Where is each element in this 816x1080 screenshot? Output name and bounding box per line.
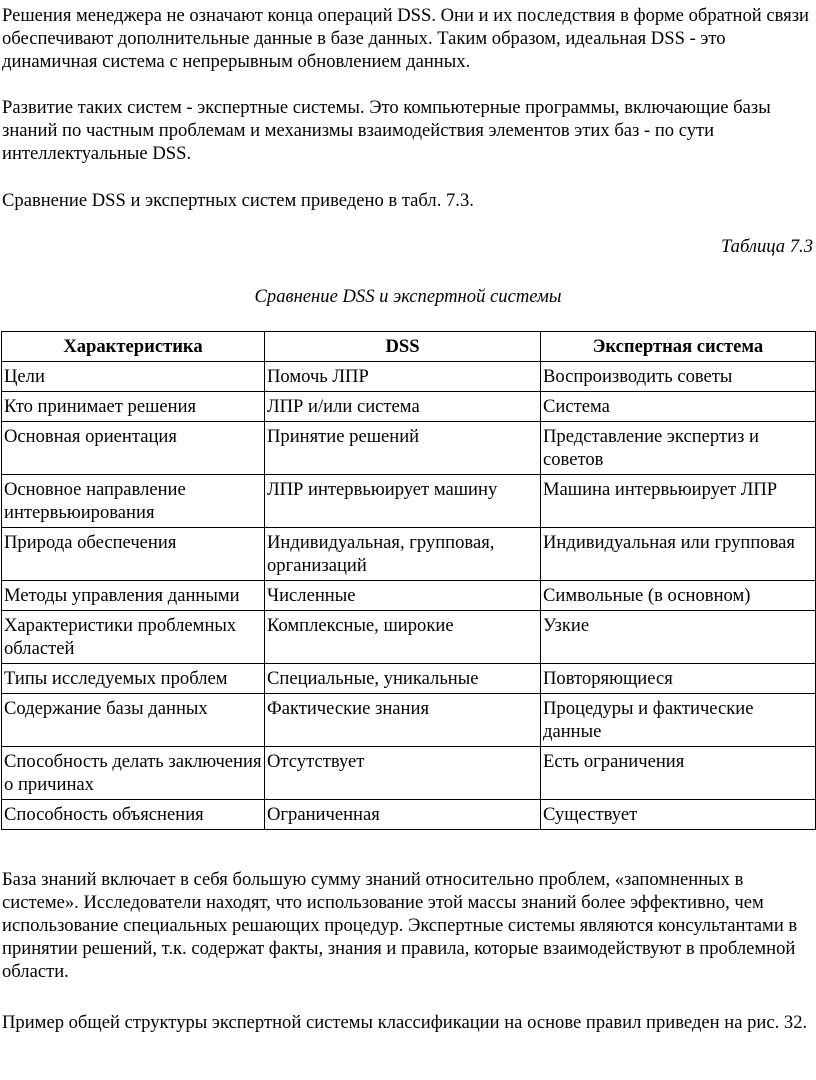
table-row: [2, 392, 816, 422]
table-row: [2, 422, 816, 475]
cell-characteristic: Типы исследуемых проблем: [2, 664, 265, 694]
cell-characteristic: Кто принимает решения: [2, 392, 265, 422]
cell-dss: ЛПР и/или система: [265, 392, 541, 422]
cell-characteristic: Содержание базы данных: [2, 694, 265, 747]
cell-characteristic: Цели: [2, 362, 265, 392]
cell-dss: ЛПР интервьюирует машину: [265, 475, 541, 528]
cell-expert-system: Представление экспертиз и советов: [541, 422, 816, 475]
table-row: [2, 581, 816, 611]
table-row: [2, 362, 816, 392]
cell-dss: Ограниченная: [265, 800, 541, 830]
cell-expert-system: Узкие: [541, 611, 816, 664]
cell-dss: Индивидуальная, групповая, организаций: [265, 528, 541, 581]
cell-dss: Специальные, уникальные: [265, 664, 541, 694]
cell-characteristic: Способность делать заключения о причинах: [2, 747, 265, 800]
cell-expert-system: Индивидуальная или групповая: [541, 528, 816, 581]
cell-dss: Принятие решений: [265, 422, 541, 475]
table-row: [2, 611, 816, 664]
paragraph-dss-decisions: Решения менеджера не означают конца операций DSS. Они и их последствия в форме обратной связи обеспечивают дополнительные данные в базе данных. Таким образом, идеальная DSS - это динамичная система с непрерывным обновлением данных.: [2, 5, 810, 72]
cell-dss: Численные: [265, 581, 541, 611]
cell-characteristic: Способность объяснения: [2, 800, 265, 830]
paragraph-expert-systems: Развитие таких систем - экспертные системы. Это компьютерные программы, включающие базы знаний по частным проблемам и механизмы взаимодействия элементов этих баз - по сути интеллектуальные DSS.: [2, 97, 771, 164]
cell-dss: Комплексные, широкие: [265, 611, 541, 664]
cell-expert-system: Символьные (в основном): [541, 581, 816, 611]
cell-dss: Фактические знания: [265, 694, 541, 747]
table-row: [2, 747, 816, 800]
table-row: [2, 664, 816, 694]
cell-expert-system: Воспроизводить советы: [541, 362, 816, 392]
table-label: Таблица 7.3: [721, 236, 813, 257]
paragraph-knowledge-base: База знаний включает в себя большую сумму знаний относительно проблем, «запомненных в системе». Исследователи находят, что использование этой массы знаний более эффективно, чем использование специальных решающих процедур. Экспертные системы являются консультантами в принятии решений, т.к. содержат факты, знания и правила, которые взаимодействуют в проблемной области.: [2, 869, 798, 982]
header-characteristic: Характеристика: [2, 332, 265, 362]
cell-expert-system: Повторяющиеся: [541, 664, 816, 694]
cell-expert-system: Процедуры и фактические данные: [541, 694, 816, 747]
header-expert-system: Экспертная система: [541, 332, 816, 362]
cell-expert-system: Есть ограничения: [541, 747, 816, 800]
table-title: Сравнение DSS и экспертной системы: [254, 286, 562, 307]
paragraph-comparison-ref: Сравнение DSS и экспертных систем приведено в табл. 7.3.: [2, 190, 474, 211]
table-row: [2, 528, 816, 581]
comparison-table: [1, 331, 816, 830]
table-row: [2, 475, 816, 528]
cell-dss: Помочь ЛПР: [265, 362, 541, 392]
table-header-row: [2, 332, 816, 362]
cell-characteristic: Природа обеспечения: [2, 528, 265, 581]
cell-dss: Отсутствует: [265, 747, 541, 800]
paragraph-figure-ref: Пример общей структуры экспертной системы классификации на основе правил приведен на рис. 32.: [2, 1012, 808, 1033]
header-dss: DSS: [265, 332, 541, 362]
cell-characteristic: Методы управления данными: [2, 581, 265, 611]
table-row: [2, 800, 816, 830]
cell-characteristic: Характеристики проблемных областей: [2, 611, 265, 664]
cell-expert-system: Существует: [541, 800, 816, 830]
cell-characteristic: Основная ориентация: [2, 422, 265, 475]
cell-characteristic: Основное направление интервьюирования: [2, 475, 265, 528]
cell-expert-system: Система: [541, 392, 816, 422]
table-row: [2, 694, 816, 747]
cell-expert-system: Машина интервьюирует ЛПР: [541, 475, 816, 528]
